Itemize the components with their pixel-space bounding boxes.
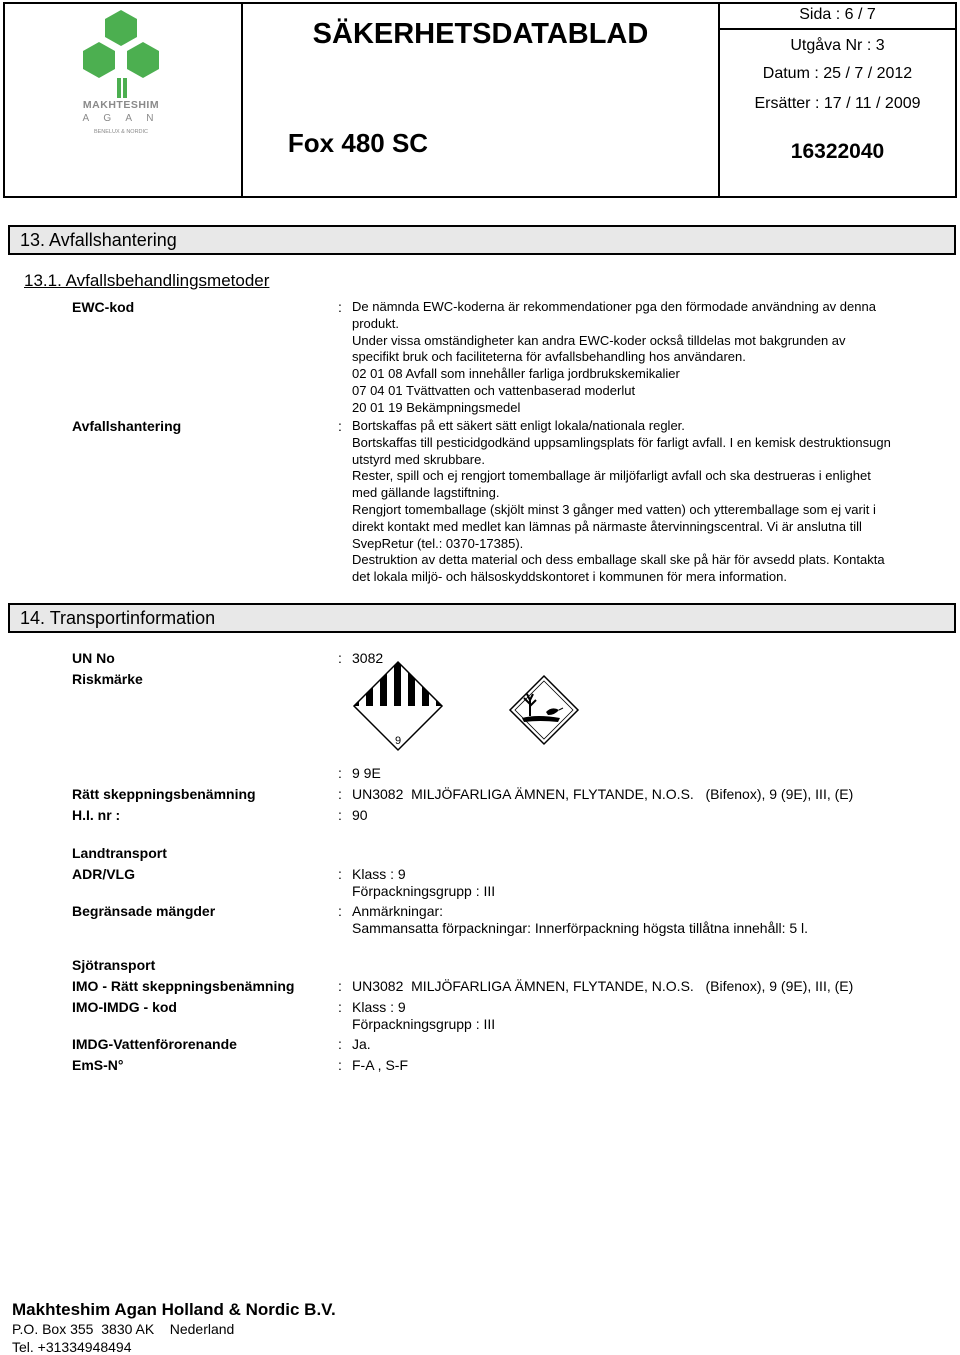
text-line: det lokala miljö- och hälsoskyddskontoret i kommunen för mera information.	[352, 569, 787, 585]
imo-shipping-name-label: IMO - Rätt skeppningsbenämning	[72, 978, 295, 994]
colon: :	[338, 765, 342, 781]
text-line: Klass : 9	[352, 866, 406, 882]
colon: :	[338, 903, 342, 919]
section-14-bar	[8, 603, 956, 633]
section-14-title: 14. Transportinformation	[20, 608, 216, 628]
text-line: med gällande lagstiftning.	[352, 485, 500, 501]
hi-number-label: H.I. nr :	[72, 807, 121, 823]
colon: :	[338, 650, 342, 666]
colon: :	[338, 999, 342, 1015]
text-line: produkt.	[352, 315, 399, 331]
sea-transport-heading: Sjötransport	[72, 957, 156, 973]
limited-quantities-label: Begränsade mängder	[72, 903, 216, 919]
text-line: Under vissa omständigheter kan andra EWC-koder också tilldelas mot bakgrunden av	[352, 332, 846, 348]
text-line: Bortskaffas på ett säkert sätt enligt lokala/nationala regler.	[352, 418, 685, 433]
colon: :	[338, 786, 342, 802]
section-13-bar	[8, 225, 956, 255]
text-line: Rengjort tomemballage (skjölt minst 3 gånger med vatten) och ytteremballage som ej varit i	[352, 501, 876, 517]
shipping-name-label: Rätt skeppningsbenämning	[72, 786, 256, 802]
text-line: Klass : 9	[352, 999, 406, 1015]
un-number-label: UN No	[72, 650, 115, 666]
colon: :	[338, 866, 342, 882]
marine-pollutant-label: IMDG-Vattenförorenande	[72, 1036, 237, 1052]
hazard-pictograms	[352, 660, 582, 760]
logo-sub: BENELUX & NORDIC	[93, 129, 149, 135]
logo-text-2: A G A N	[82, 113, 160, 124]
imdg-code-label: IMO-IMDG - kod	[72, 999, 177, 1015]
product-name: Fox 480 SC	[287, 128, 429, 158]
environment-hazard-icon	[510, 676, 578, 744]
document-title: SÄKERHETSDATABLAD	[312, 18, 649, 50]
page-number: Sida : 6 / 7	[799, 6, 876, 23]
logo-cell	[3, 2, 243, 198]
land-transport-heading: Landtransport	[72, 845, 167, 861]
text-line: Bortskaffas till pesticidgodkänd uppsamlingsplats för farligt avfall. I en kemisk destruktionsugn	[352, 434, 891, 450]
shipping-name-value: UN3082 MILJÖFARLIGA ÄMNEN, FLYTANDE, N.O.S. (Bifenox), 9 (9E), III, (E)	[352, 786, 854, 802]
class-9-hazard-icon	[352, 660, 443, 750]
text-line: specifikt bruk och faciliteterna för avfallsbehandling hos användaren.	[352, 349, 746, 365]
section-13-title: 13. Avfallshantering	[20, 230, 177, 250]
text-line: Förpackningsgrupp : III	[352, 1015, 496, 1032]
text-line: Destruktion av detta material och dess emballage skall ske på här för avsedd plats. Kontakta	[352, 552, 885, 568]
text-line: 02 01 08 Avfall som innehåller farliga jordbrukskemikalier	[352, 366, 680, 382]
subsection-13-1-title: 13.1. Avfallsbehandlingsmetoder	[24, 271, 270, 290]
adr-label: ADR/VLG	[72, 866, 135, 882]
text-line: 07 04 01 Tvättvatten och vattenbaserad moderlut	[352, 382, 636, 398]
adr-value	[352, 866, 952, 900]
text-line: utstyrd med skrubbare.	[352, 451, 485, 467]
colon: :	[338, 807, 342, 823]
issue-date: Datum : 25 / 7 / 2012	[762, 65, 913, 82]
edition-number: Utgåva Nr : 3	[790, 37, 885, 54]
colon: :	[338, 978, 342, 994]
footer-company: Makhteshim Agan Holland & Nordic B.V.	[12, 1300, 336, 1319]
colon: :	[338, 299, 342, 315]
un-number-value: 3082	[352, 650, 384, 666]
logo-text: MAKHTESHIM	[82, 99, 160, 111]
replaces-date: Ersätter : 17 / 11 / 2009	[754, 95, 921, 112]
text-line: Sammansatta förpackningar: Innerförpackning högsta tillåtna innehåll: 5 l.	[352, 919, 809, 936]
text-line: Rester, spill och ej rengjort tomemballage är miljöfarligt avfall och ska destrueras i enlighet	[352, 468, 871, 484]
text-line: direkt kontakt med medlet kan lämnas på närmaste återvinningscentral. Vi är anslutna till	[352, 518, 862, 534]
ewc-code-label: EWC-kod	[72, 299, 135, 315]
marine-pollutant-value: Ja.	[352, 1036, 371, 1052]
text-line: Anmärkningar:	[352, 903, 444, 919]
text-line: SvepRetur (tel.: 0370-17385).	[352, 535, 524, 551]
ems-value: F-A , S-F	[352, 1057, 408, 1073]
footer-address: P.O. Box 355 3830 AK Nederland	[12, 1321, 235, 1337]
imdg-code-value	[352, 999, 952, 1033]
text-line: Förpackningsgrupp : III	[352, 882, 496, 899]
colon: :	[338, 1036, 342, 1052]
limited-quantities-value	[352, 903, 952, 937]
text-line: 20 01 19 Bekämpningsmedel	[352, 399, 521, 415]
text-line: De nämnda EWC-koderna är rekommendationer pga den förmodade användning av denna	[352, 299, 876, 314]
ewc-code-value	[352, 299, 952, 417]
waste-handling-label: Avfallshantering	[72, 418, 182, 434]
waste-handling-value	[352, 418, 952, 586]
colon: :	[338, 418, 342, 434]
colon: :	[338, 1057, 342, 1073]
imo-shipping-name-value: UN3082 MILJÖFARLIGA ÄMNEN, FLYTANDE, N.O.S. (Bifenox), 9 (9E), III, (E)	[352, 978, 854, 994]
hi-number-value: 90	[352, 807, 368, 823]
company-logo	[3, 2, 239, 194]
ems-label: EmS-N°	[72, 1057, 124, 1073]
risk-label: Riskmärke	[72, 671, 143, 687]
footer-phone: Tel. +31334948494	[12, 1339, 132, 1355]
product-code: 16322040	[790, 140, 885, 163]
class-value: 9 9E	[352, 765, 381, 781]
diamond-number: 9	[394, 735, 402, 747]
